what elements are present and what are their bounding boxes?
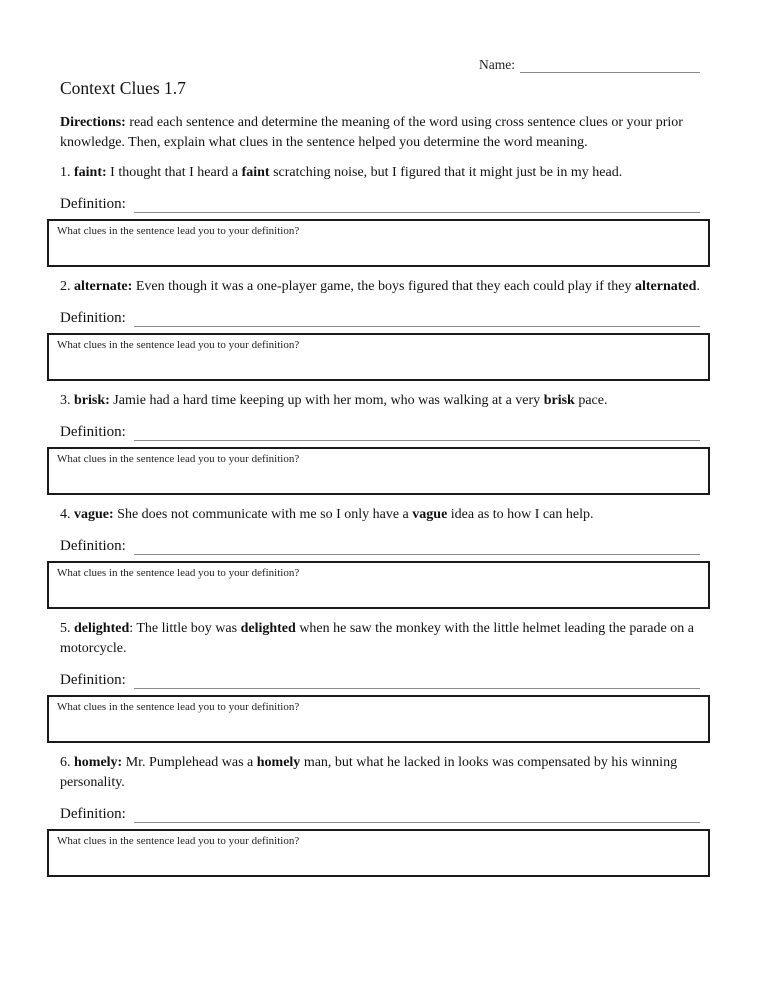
- directions-label: Directions:: [60, 115, 126, 130]
- question-block: [57, 163, 700, 267]
- definition-answer-line[interactable]: [134, 311, 700, 327]
- definition-row: [60, 535, 700, 555]
- definition-label: Definition:: [60, 672, 126, 688]
- definition-answer-line[interactable]: [134, 539, 700, 555]
- clues-prompt: What clues in the sentence lead you to your definition?: [57, 225, 300, 237]
- definition-answer-line[interactable]: [134, 197, 700, 213]
- question-block: [57, 619, 700, 743]
- clues-answer-box[interactable]: [47, 219, 710, 267]
- clues-answer-box[interactable]: [47, 333, 710, 381]
- definition-answer-line[interactable]: [134, 807, 700, 823]
- definition-label: Definition:: [60, 424, 126, 440]
- clues-answer-box[interactable]: [47, 695, 710, 743]
- question-block: [57, 391, 700, 495]
- name-answer-line[interactable]: [520, 59, 700, 73]
- question-block: [57, 277, 700, 381]
- clues-prompt: What clues in the sentence lead you to your definition?: [57, 835, 300, 847]
- definition-row: [60, 307, 700, 327]
- definition-label: Definition:: [60, 538, 126, 554]
- directions: [60, 113, 700, 153]
- definition-label: Definition:: [60, 310, 126, 326]
- definition-label: Definition:: [60, 196, 126, 212]
- question-sentence: 5. delighted: The little boy was delighted when he saw the monkey with the little helmet leading the parade on a motorcycle.: [60, 621, 694, 656]
- definition-row: [60, 803, 700, 823]
- definition-answer-line[interactable]: [134, 425, 700, 441]
- definition-answer-line[interactable]: [134, 673, 700, 689]
- clues-answer-box[interactable]: [47, 561, 710, 609]
- definition-row: [60, 193, 700, 213]
- clues-prompt: What clues in the sentence lead you to your definition?: [57, 453, 300, 465]
- question-sentence: 6. homely: Mr. Pumplehead was a homely man, but what he lacked in looks was compensated by his winning personality.: [60, 755, 678, 790]
- name-row: [60, 55, 700, 73]
- definition-row: [60, 669, 700, 689]
- clues-answer-box[interactable]: [47, 447, 710, 495]
- definition-label: Definition:: [60, 806, 126, 822]
- question-block: [57, 753, 700, 877]
- question-sentence: 4. vague: She does not communicate with me so I only have a vague idea as to how I can help.: [60, 507, 594, 522]
- clues-prompt: What clues in the sentence lead you to your definition?: [57, 567, 300, 579]
- page-title: Context Clues 1.7: [60, 78, 186, 98]
- question-sentence: 2. alternate: Even though it was a one-player game, the boys figured that they each could play if they alternated.: [60, 279, 700, 294]
- directions-text: read each sentence and determine the meaning of the word using cross sentence clues or your prior knowledge. Then, explain what clues in the sentence helped you determine the word meaning.: [60, 115, 683, 150]
- definition-row: [60, 421, 700, 441]
- clues-prompt: What clues in the sentence lead you to your definition?: [57, 339, 300, 351]
- questions-list: [57, 163, 700, 877]
- question-sentence: 1. faint: I thought that I heard a faint scratching noise, but I figured that it might just be in my head.: [60, 165, 623, 180]
- question-block: [57, 505, 700, 609]
- clues-answer-box[interactable]: [47, 829, 710, 877]
- name-label: Name:: [479, 57, 515, 72]
- clues-prompt: What clues in the sentence lead you to your definition?: [57, 701, 300, 713]
- question-sentence: 3. brisk: Jamie had a hard time keeping up with her mom, who was walking at a very brisk pace.: [60, 393, 608, 408]
